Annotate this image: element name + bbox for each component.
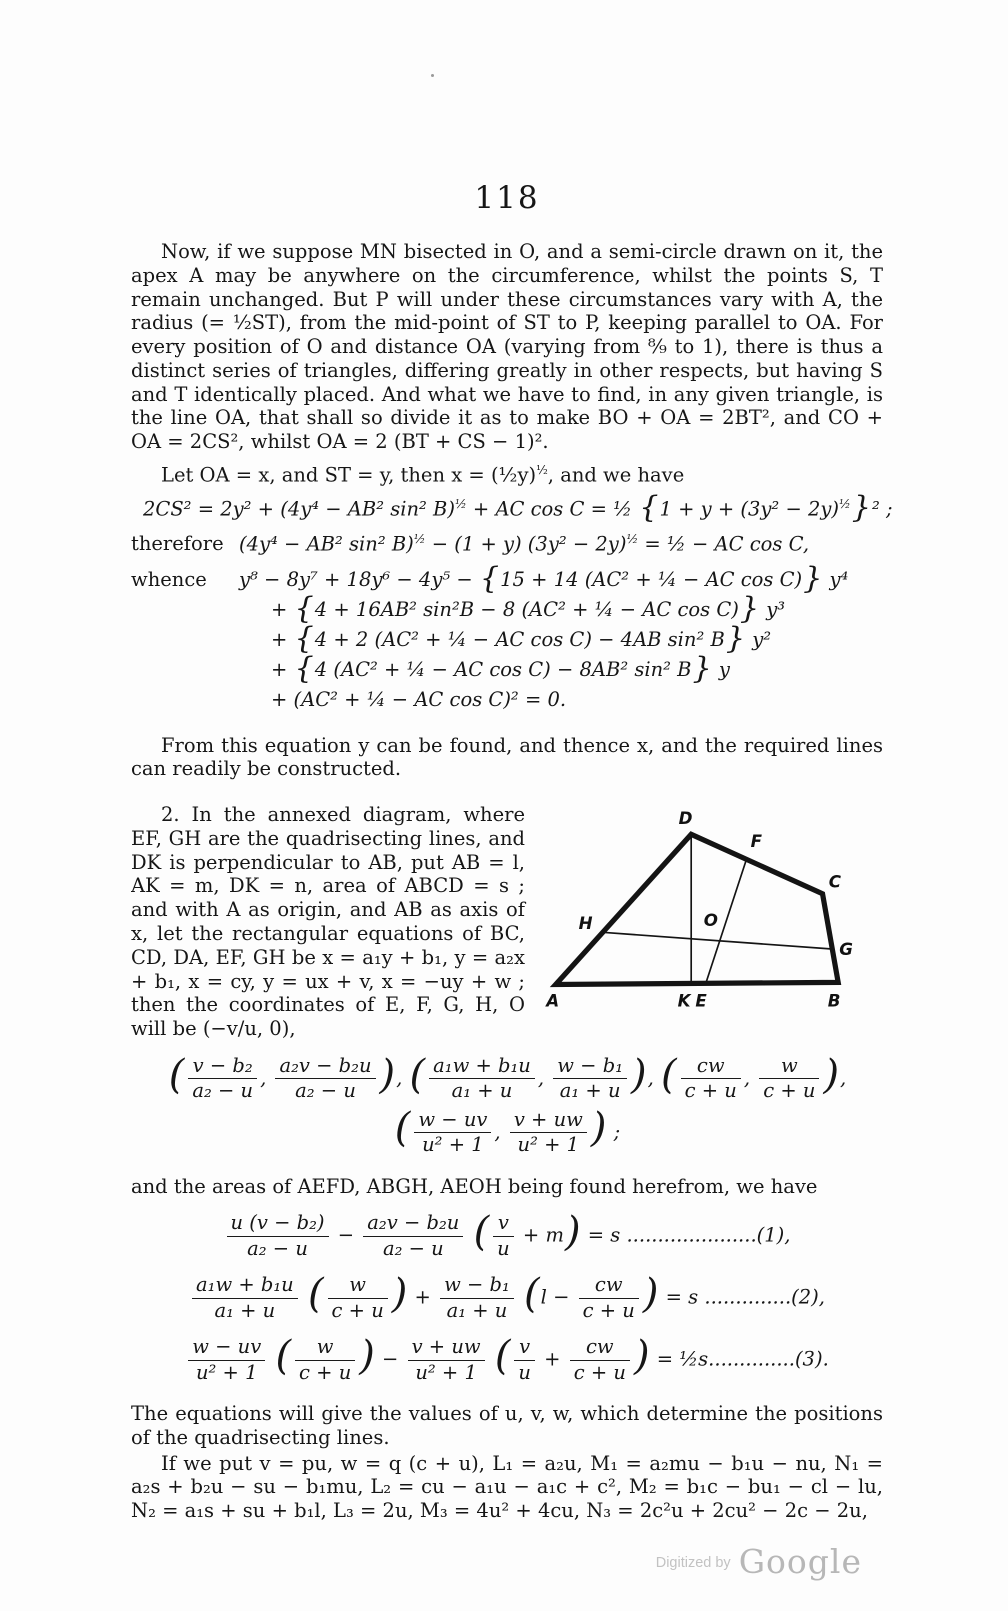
diagram-label-E: E [695, 991, 707, 1011]
equation-2: $\frac{\text{a₁w + b₁u}}{\text{a₁ + u}}$ ( $\frac{w}{c + u}$ ) + $\frac{\text{w − b₁}}{\text{a₁ + u}}$ (l − $\frac{cw}{c + u}$ ) = s ..............(2), [131, 1274, 883, 1322]
equation-therefore: (4y⁴ − AB² sin² B)$^{\frac{1}{2}}$ − (1 + y) $(3y^2 - 2y)^{\frac{1}{2}}$ = ½ − AC cos C, [239, 532, 810, 556]
coordinates-row-1: ( $\frac{\text{v − b₂}}{\text{a₂ − u}}$ , $\frac{\text{a₂v − b₂u}}{\text{a₂ − u}}$ ), ( $\frac{\text{a₁w + b₁u}}{\text{a₁ + u}}$ , $\frac{\text{w − b₁}}{\text{a₁ + u}}$ ), ( $\frac{cw}{c + u}$ , $\frac{w}{c + u}$ ), [168, 1051, 847, 1103]
equation-2cs: 2CS² = 2y² + (4y⁴ − AB² sin² B)$^{\frac{1}{2}}$ + AC cos C = ½ $\{1 + y + (3y^2 - 2y)^{\frac{1}{2}}\}^2$ ; [143, 490, 893, 526]
whence-line-1: y⁸ − 8y⁷ + 18y⁶ − 4y⁵ − {15 + 14 (AC² + ¼ − AC cos C)} y⁴ [239, 560, 849, 596]
whence-line-3: + {4 + 2 (AC² + ¼ − AC cos C) − 4AB sin² B} y² [271, 620, 772, 656]
equation-therefore-row [131, 532, 883, 555]
let-line: Let OA = x, and ST = y, then x = (½y)$^{\frac{1}{2}}$, and we have [161, 463, 685, 487]
coordinates-row-2: ( $\frac{w - uv}{\text{u² + 1}}$ , $\frac{v + uw}{\text{u² + 1}}$ ) ; [394, 1105, 621, 1157]
whence-label: whence [131, 567, 207, 591]
section-2-paragraph: 2. In the annexed diagram, where EF, GH are the quadrisecting lines, and DK is perpendicular to AB, put AB = l, AK = m, DK = n, area of ABCD = s ; and with A as origin, and AB as axis of x, let the rectangular equations of BC, CD, DA, EF, GH be x = a₁y + b₁, y = a₂x + b₁, x = cy, y = ux + v, x = −uy + w ; then the coordinates of E, F, G, H, O will be (−v/u, 0), [131, 803, 525, 1041]
equation-whence-row [131, 560, 883, 718]
whence-equation-block [239, 560, 849, 718]
equation-3: $\frac{w - uv}{\text{u² + 1}}$ ( $\frac{w}{c + u}$ ) − $\frac{v + uw}{\text{u² + 1}}$ ( $\frac{v}{u}$ + $\frac{cw}{c + u}$ ) = ½s..............(3). [131, 1336, 883, 1384]
diagram-label-K: K [677, 991, 691, 1011]
diagram-label-A: A [546, 991, 560, 1011]
therefore-label: therefore [131, 532, 224, 556]
section-2 [131, 803, 883, 1041]
quadrilateral-diagram [539, 805, 883, 1019]
diagram-label-O: O [703, 911, 718, 931]
paragraph-intro: Now, if we suppose MN bisected in O, and a semi-circle drawn on it, the apex A may be anywhere on the circumference, whilst the points S, T remain unchanged. But P will under these circumstances vary with A, the radius (= ½ST), from the mid-point of ST to P, keeping parallel to OA. For every position of O and distance OA (varying from ⁸⁄₉ to 1), there is thus a distinct series of triangles, differing greatly in other respects, but having S and T identically placed. And what we have to find, in any given triangle, is the line OA, that shall so divide it as to make BO + OA = 2BT², and CO + OA = 2CS², whilst OA = 2 (BT + CS − 1)². [131, 240, 883, 454]
diagram-label-C: C [828, 872, 842, 892]
whence-line-4: + {4 (AC² + ¼ − AC cos C) − 8AB² sin² B} y [271, 650, 730, 686]
areas-line: and the areas of AEFD, ABGH, AEOH being found herefrom, we have [131, 1174, 818, 1198]
diagram-label-D: D [678, 809, 693, 829]
paragraph-equations-note: The equations will give the values of u, v, w, which determine the positions of the quadrisecting lines. [131, 1401, 883, 1449]
watermark-prefix: Digitized by [655, 1555, 731, 1571]
paragraph-substitutions: If we put v = pu, w = q (c + u), L₁ = a₂u, M₁ = a₂mu − b₁u − nu, N₁ = a₂s + b₂u − su − b₁mu, L₂ = cu − a₁u − a₁c + c², M₂ = b₁c − bu₁ − cl − lu, N₂ = a₁s + su + b₁l, L₃ = 2u, M₃ = 4u² + 4cu, N₃ = 2c²u + 2cu² − 2c − 2u, [131, 1451, 883, 1523]
text-column [131, 0, 893, 1523]
google-logo: Google [738, 1542, 862, 1581]
diagram-label-H: H [578, 914, 593, 934]
whence-line-5: + (AC² + ¼ − AC cos C)² = 0. [271, 687, 567, 711]
page-number: 118 [474, 180, 540, 216]
paragraph-construction: From this equation y can be found, and thence x, and the required lines can readily be constructed. [131, 733, 883, 781]
diagram-label-F: F [750, 831, 763, 851]
diagram-label-B: B [827, 991, 841, 1011]
equation-1: $\frac{\text{u (v − b₂)}}{\text{a₂ − u}}$ − $\frac{\text{a₂v − b₂u}}{\text{a₂ − u}}$ ( $\frac{v}{u}$ + m) = s .....................(1), [131, 1212, 883, 1260]
watermark [656, 1542, 862, 1581]
quadrilateral-ABCD [556, 831, 838, 984]
whence-line-2: + {4 + 16AB² sin²B − 8 (AC² + ¼ − AC cos C)} y³ [271, 590, 786, 626]
diagram-label-G: G [839, 940, 853, 960]
